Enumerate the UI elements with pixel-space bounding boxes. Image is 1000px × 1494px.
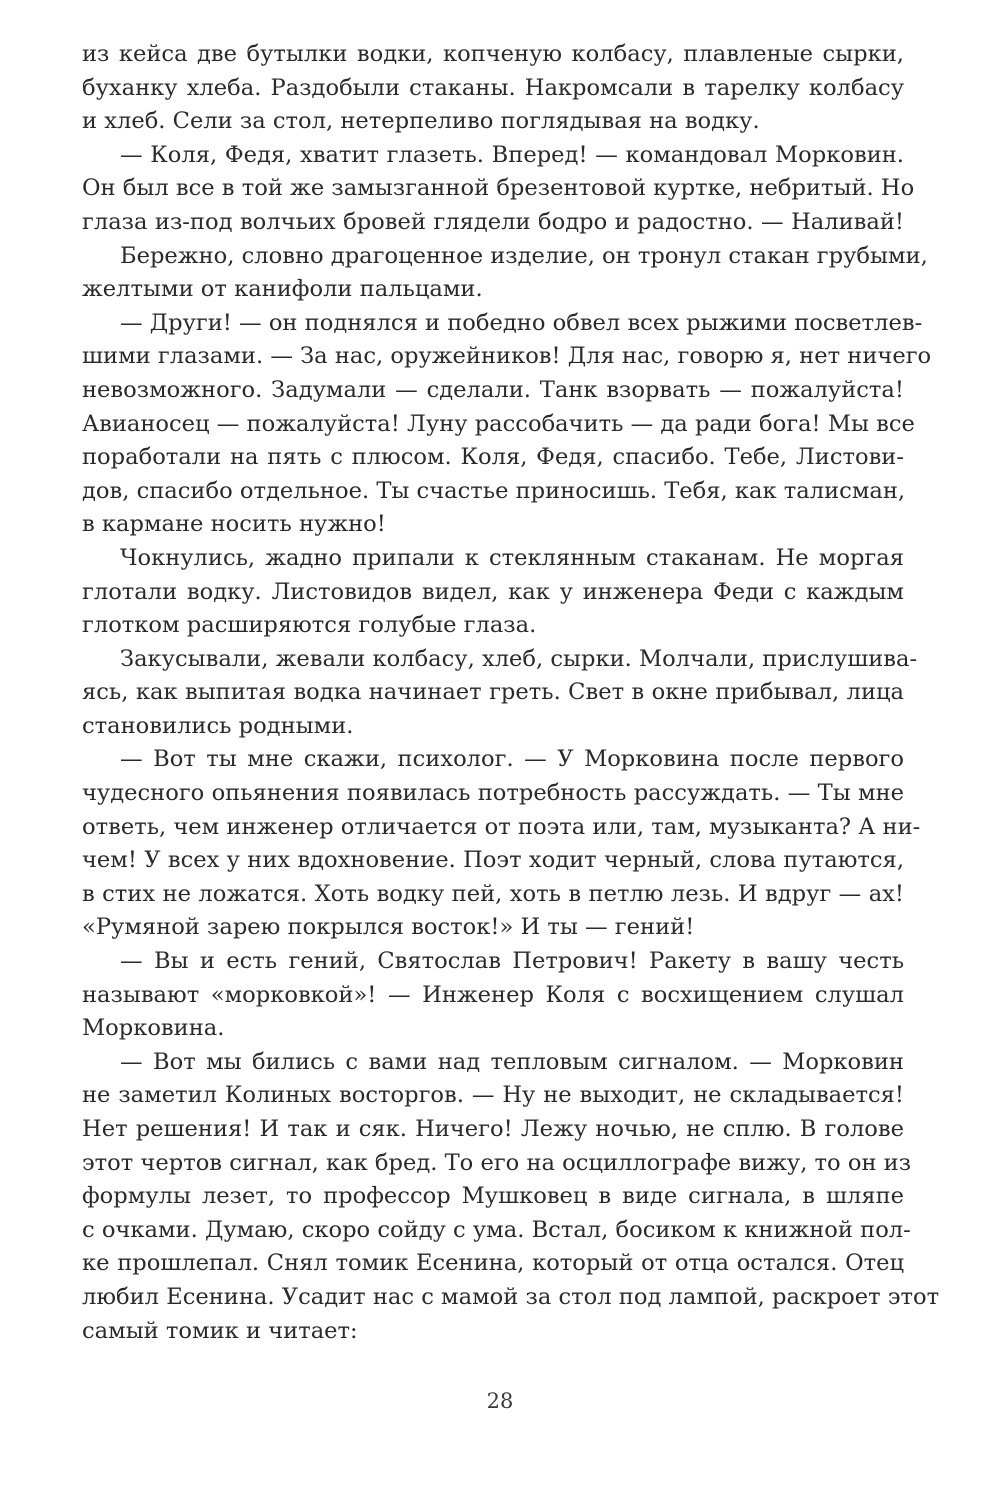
text-line: в стих не ложатся. Хоть водку пей, хоть в петлю лезь. И вдруг — ах! (82, 880, 904, 907)
text-line: невозможного. Задумали — сделали. Танк взорвать — пожалуйста! (82, 376, 904, 403)
text-line: с очками. Думаю, скоро сойду с ума. Встал, босиком к книжной пол- (82, 1216, 911, 1243)
text-line: глаза из-под волчьих бровей глядели бодро и радостно. — Наливай! (82, 208, 904, 235)
text-line: — Вы и есть гений, Святослав Петрович! Ракету в вашу честь (120, 948, 904, 975)
text-line: — Вот мы бились с вами над тепловым сигналом. — Морковин (120, 1048, 904, 1075)
text-line: «Румяной зарею покрылся восток!» И ты — гений! (82, 914, 695, 941)
text-line: становились родными. (82, 712, 354, 739)
text-line: глотали водку. Листовидов видел, как у инженера Феди с каждым (82, 578, 904, 605)
text-line: Авианосец — пожалуйста! Луну рассобачить — да ради бога! Мы все (82, 410, 915, 437)
text-line: Чокнулись, жадно припали к стеклянным стаканам. Не моргая (120, 544, 904, 571)
text-line: глотком расширяются голубые глаза. (82, 612, 537, 639)
text-line: и хлеб. Сели за стол, нетерпеливо поглядывая на водку. (82, 108, 760, 135)
text-line: чем! У всех у них вдохновение. Поэт ходит черный, слова путаются, (82, 847, 904, 874)
text-line: самый томик и читает: (82, 1317, 358, 1344)
text-line: Он был все в той же замызганной брезентовой куртке, небритый. Но (82, 175, 915, 202)
text-line: называют «морковкой»! — Инженер Коля с восхищением слушал (82, 981, 904, 1008)
text-line: Закусывали, жевали колбасу, хлеб, сырки. Молчали, прислушива- (120, 645, 918, 672)
text-line: поработали на пять с плюсом. Коля, Федя, спасибо. Тебе, Листови- (82, 444, 904, 471)
text-line: ке прошлепал. Снял томик Есенина, который от отца остался. Отец (82, 1250, 904, 1277)
page-number: 28 (486, 1389, 514, 1413)
text-line: дов, спасибо отдельное. Ты счастье приносишь. Тебя, как талисман, (82, 477, 906, 504)
text-line: шими глазами. — За нас, оружейников! Для нас, говорю я, нет ничего (82, 343, 932, 370)
text-line: — Вот ты мне скажи, психолог. — У Морковина после первого (120, 746, 904, 773)
text-line: — Други! — он поднялся и победно обвел всех рыжими посветлев- (120, 309, 923, 336)
text-line: чудесного опьянения появилась потребность рассуждать. — Ты мне (82, 780, 904, 807)
text-line: формулы лезет, то профессор Мушковец в виде сигнала, в шляпе (82, 1183, 904, 1210)
text-line: ответь, чем инженер отличается от поэта или, там, музыканта? А ни- (82, 813, 921, 840)
text-line: из кейса две бутылки водки, копченую колбасу, плавленые сырки, (82, 41, 904, 67)
text-line: не заметил Колиных восторгов. — Ну не выходит, не складывается! (82, 1082, 904, 1109)
text-line: в кармане носить нужно! (82, 511, 386, 538)
text-line: желтыми от канифоли пальцами. (82, 276, 483, 303)
text-line: буханку хлеба. Раздобыли стаканы. Накромсали в тарелку колбасу (82, 74, 904, 101)
page-body (82, 38, 940, 1348)
text-line: любил Есенина. Усадит нас с мамой за стол под лампой, раскроет этот (82, 1283, 940, 1310)
text-line: Бережно, словно драгоценное изделие, он тронул стакан грубыми, (120, 242, 928, 269)
text-line: — Коля, Федя, хватит глазеть. Вперед! — командовал Морковин. (120, 141, 904, 168)
text-line: Морковина. (82, 1015, 225, 1042)
text-line: ясь, как выпитая водка начинает греть. Свет в окне прибывал, лица (82, 679, 904, 706)
text-line: Нет решения! И так и сяк. Ничего! Лежу ночью, не сплю. В голове (82, 1116, 904, 1142)
text-line: этот чертов сигнал, как бред. То его на осциллографе вижу, то он из (82, 1149, 912, 1176)
